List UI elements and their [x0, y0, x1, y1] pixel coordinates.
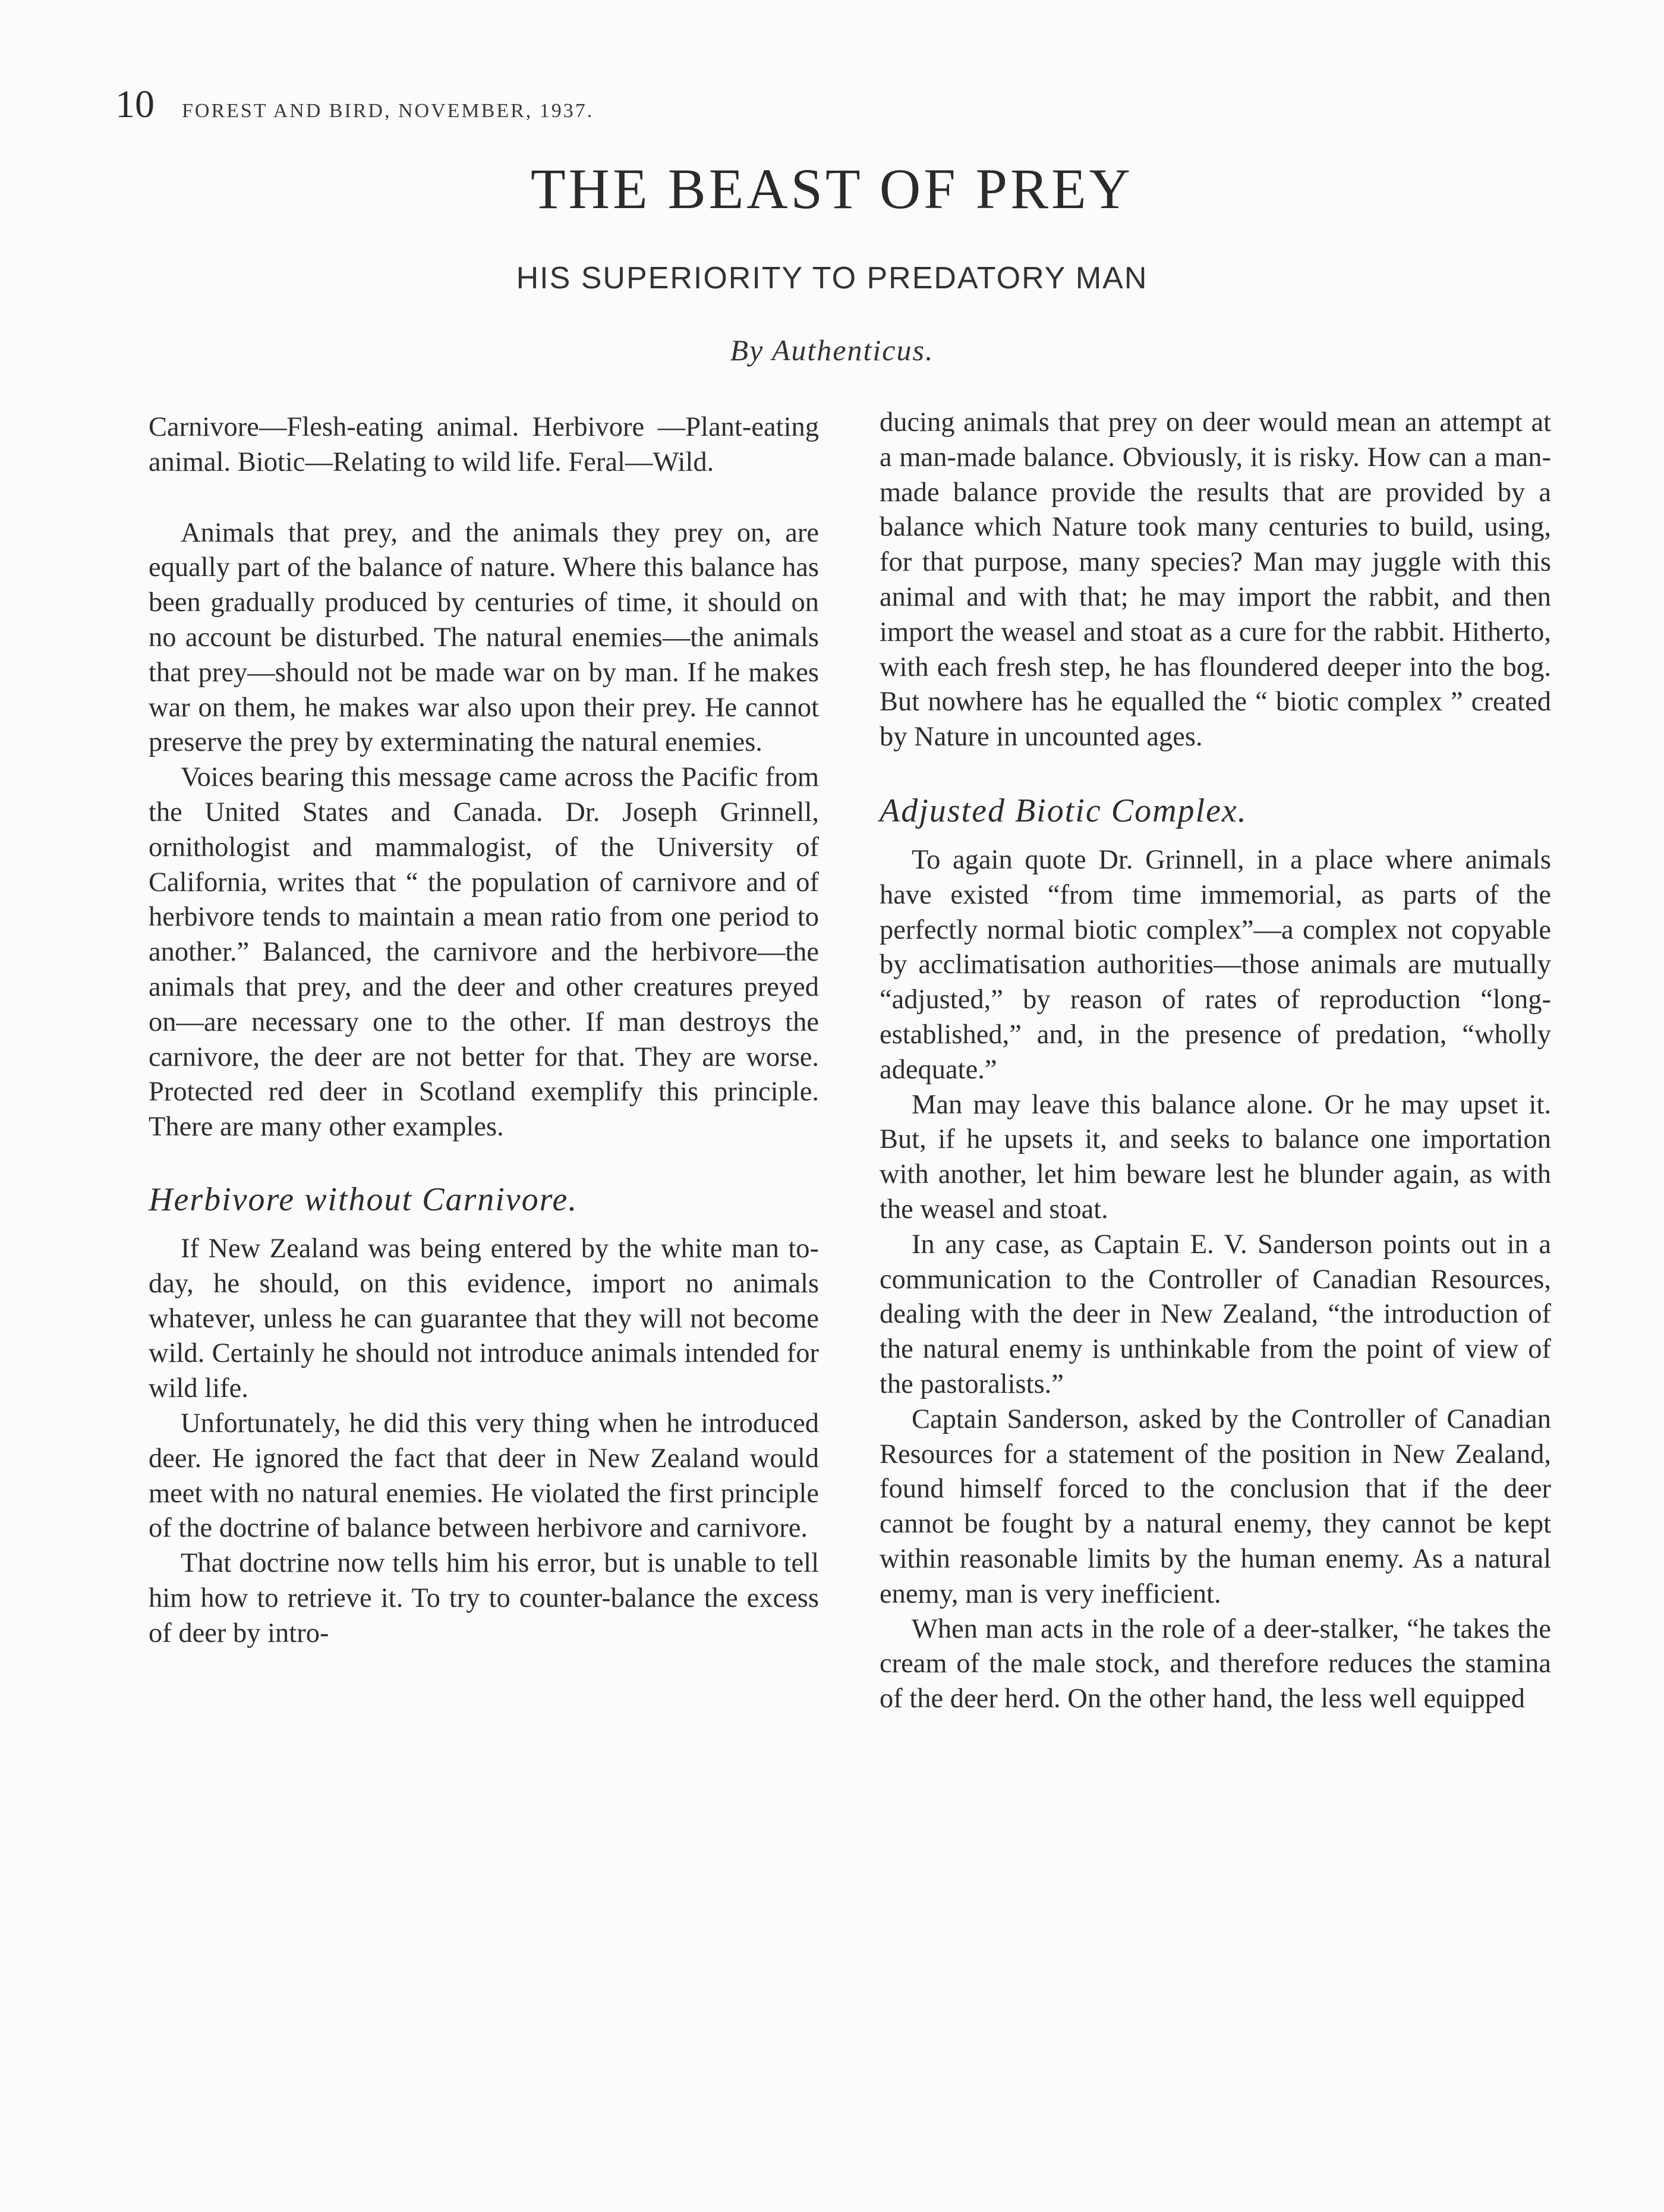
glossary-paragraph: Carnivore—Flesh-eating animal. Herbivore —Plant-eating animal. Biotic—Relating to wild life. Feral—Wild. — [149, 412, 819, 477]
section-heading: Herbivore without Carnivore. — [149, 1181, 578, 1218]
article-title: THE BEAST OF PREY — [530, 157, 1133, 221]
left-column — [149, 410, 819, 1651]
body-paragraph: If New Zealand was being entered by the white man to-day, he should, on this evidence, import no animals whatever, unless he can guarantee that they will not become wild. Certainly he should not introduce animals intended for wild life. — [149, 1233, 819, 1404]
body-paragraph: When man acts in the role of a deer-stalker, “he takes the cream of the male stock, and therefore reduces the stamina of the deer herd. On the other hand, the less well equipped — [880, 1613, 1551, 1714]
body-paragraph: Man may leave this balance alone. Or he may upset it. But, if he upsets it, and seeks to balance one importation with another, let him beware lest he blunder again, as with the weasel and stoat. — [880, 1089, 1551, 1225]
page-number: 10 — [115, 83, 155, 126]
article-byline: By Authenticus. — [730, 333, 934, 367]
body-paragraph: In any case, as Captain E. V. Sanderson points out in a communication to the Controller of Canadian Resources, dealing with the deer in New Zealand, “the introduction of the natural enemy is unthinkable from the point of view of the pastoralists.” — [880, 1229, 1551, 1399]
publication-header: FOREST AND BIRD, NOVEMBER, 1937. — [182, 100, 594, 122]
body-paragraph: Animals that prey, and the animals they prey on, are equally part of the balance of nature. Where this balance has been gradually produced by centuries of time, it should on no account be disturbed. The natural enemies—the animals that prey—should not be made war on by man. If he makes war on them, he makes war also upon their prey. He cannot preserve the prey by exterminating the natural enemies. — [149, 517, 819, 758]
body-paragraph: ducing animals that prey on deer would mean an attempt at a man-made balance. Obviously, it is risky. How can a man-made balance provide the results that are provided by a balance which Nature took many centuries to build, using, for that purpose, many species? Man may juggle with this animal and with that; he may import the rabbit, and then import the weasel and stoat as a cure for the rabbit. Hitherto, with each fresh step, he has floundered deeper into the bog. But nowhere has he equalled the “ biotic complex ” created by Nature in uncounted ages. — [880, 407, 1551, 753]
running-head — [115, 82, 594, 127]
right-column — [880, 405, 1551, 1717]
body-paragraph: Captain Sanderson, asked by the Controller of Canadian Resources for a statement of the position in New Zealand, found himself forced to the conclusion that if the deer cannot be fought by a natural enemy, they cannot be kept within reasonable limits by the human enemy. As a natural enemy, man is very inefficient. — [880, 1404, 1551, 1609]
article-subtitle: HIS SUPERIORITY TO PREDATORY MAN — [516, 261, 1148, 295]
body-paragraph: Voices bearing this message came across the Pacific from the United States and Canada. Dr. Joseph Grinnell, ornithologist and mammalogist, of the University of California, writes that “ the population of carnivore and of herbivore tends to maintain a mean ratio from one period to another.” Balanced, the carnivore and the herbivore—the animals that prey, and the deer and other creatures preyed on—are necessary one to the other. If man destroys the carnivore, the deer are not better for that. They are worse. Protected red deer in Scotland exemplify this principle. There are many other examples. — [149, 762, 819, 1143]
body-paragraph: Unfortunately, he did this very thing when he introduced deer. He ignored the fact that deer in New Zealand would meet with no natural enemies. He violated the first principle of the doctrine of balance between herbivore and carnivore. — [149, 1408, 819, 1544]
body-paragraph: To again quote Dr. Grinnell, in a place where animals have existed “from time immemorial, as parts of the perfectly normal biotic complex”—a complex not copyable by acclimatisation authorities—those animals are mutually “adjusted,” by reason of rates of reproduction “long-established,” and, in the presence of predation, “wholly adequate.” — [880, 844, 1551, 1085]
section-heading: Adjusted Biotic Complex. — [880, 792, 1247, 829]
body-paragraph: That doctrine now tells him his error, but is unable to tell him how to retrieve it. To try to counter-balance the excess of deer by intro- — [149, 1548, 819, 1648]
